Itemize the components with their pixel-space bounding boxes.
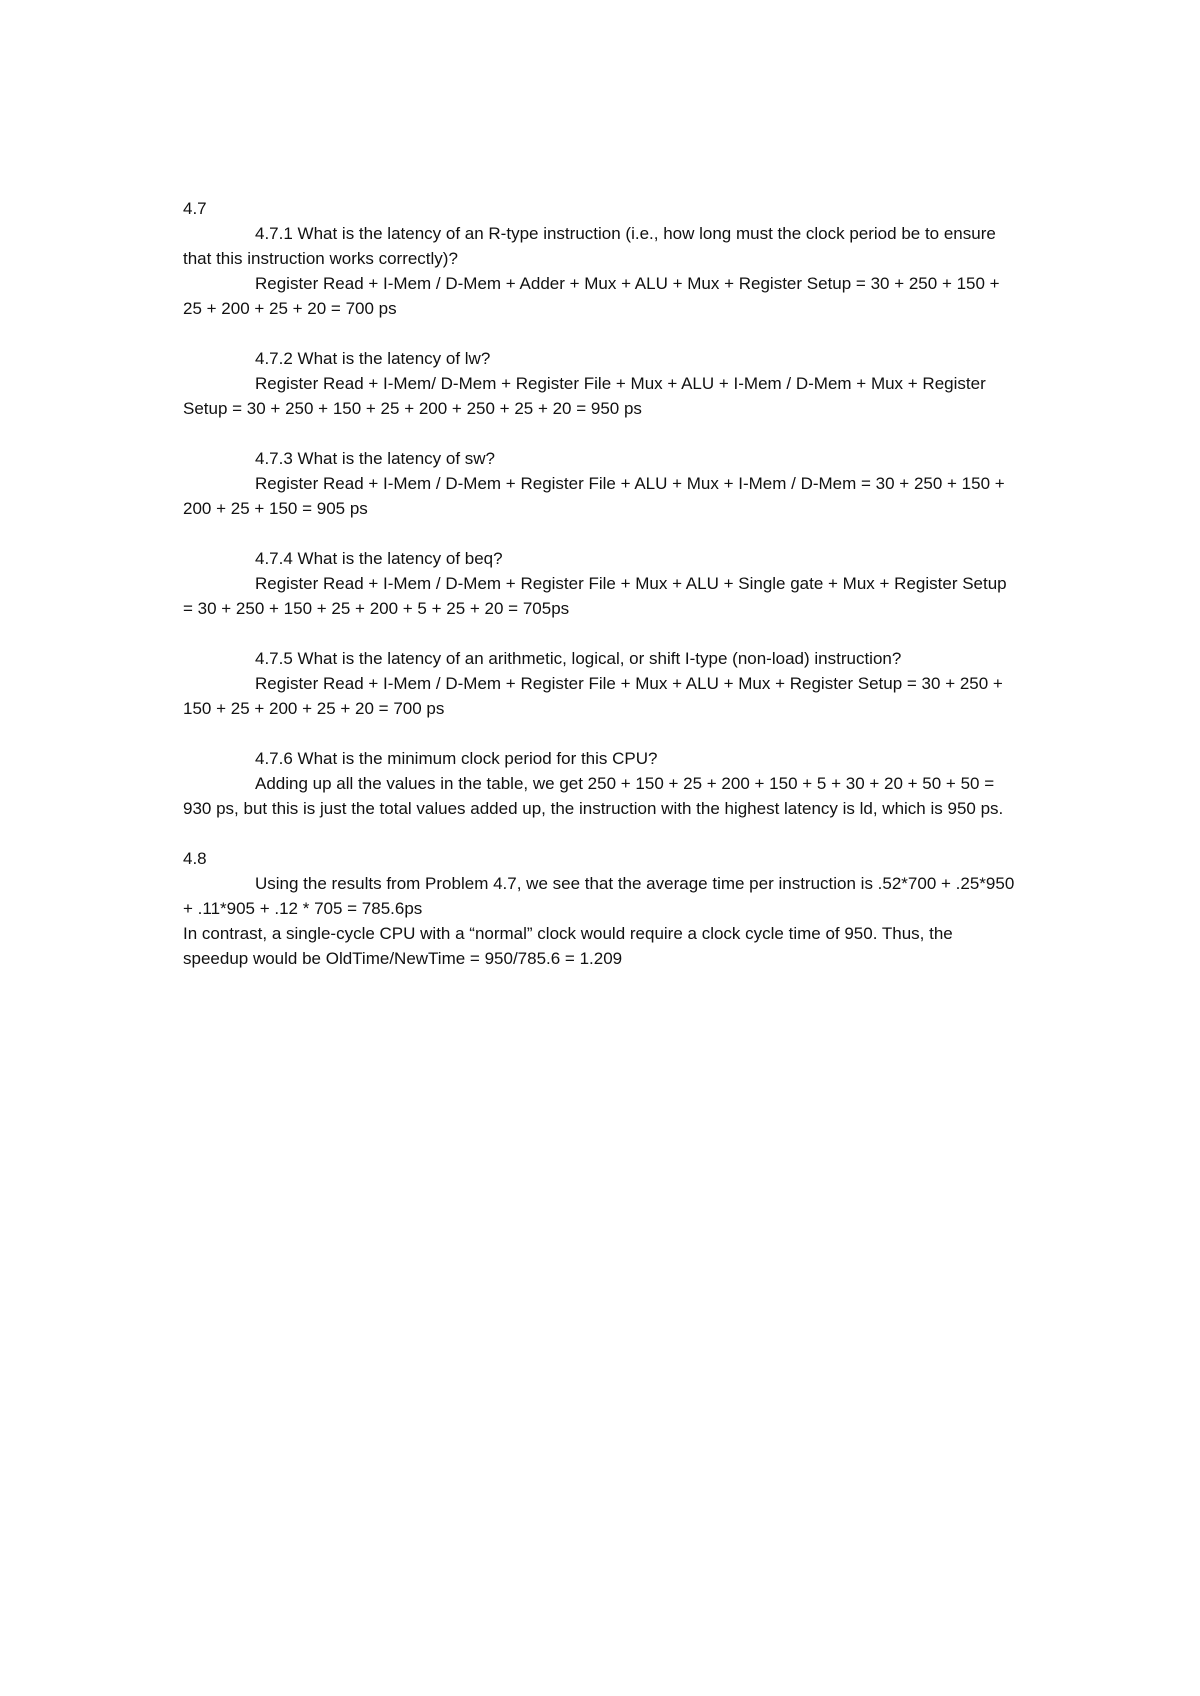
question-4-7-3: 4.7.3 What is the latency of sw?: [255, 449, 496, 468]
question-4-7-5: 4.7.5 What is the latency of an arithmetic, logical, or shift I-type (non-load) instruction?: [255, 649, 902, 668]
answer-4-8-paragraph-2: In contrast, a single-cycle CPU with a “normal” clock would require a clock cycle time of 950. Thus, the speedup would be OldTime/NewTime = 950/785.6 = 1.209: [183, 924, 953, 968]
question-4-7-6: 4.7.6 What is the minimum clock period for this CPU?: [255, 749, 658, 768]
answer-4-7-4: Register Read + I-Mem / D-Mem + Register File + Mux + ALU + Single gate + Mux + Register Setup = 30 + 250 + 150 + 25 + 200 + 5 + 25 + 20 = 705ps: [183, 574, 1007, 618]
question-4-7-2: 4.7.2 What is the latency of lw?: [255, 349, 491, 368]
question-4-7-1: 4.7.1 What is the latency of an R-type instruction (i.e., how long must the clock period be to ensure that this instruction works correctly)?: [183, 224, 996, 268]
spacer: [183, 621, 1021, 646]
answer-4-7-6: Adding up all the values in the table, we get 250 + 150 + 25 + 200 + 150 + 5 + 30 + 20 + 50 + 50 = 930 ps, but this is just the total values added up, the instruction with the highest latency is ld, which is 950 ps.: [183, 774, 1004, 818]
spacer: [183, 521, 1021, 546]
spacer: [183, 321, 1021, 346]
answer-4-7-1: Register Read + I-Mem / D-Mem + Adder + Mux + ALU + Mux + Register Setup = 30 + 250 + 150 + 25 + 200 + 25 + 20 = 700 ps: [183, 274, 1000, 318]
spacer: [183, 721, 1021, 746]
answer-4-7-2: Register Read + I-Mem/ D-Mem + Register File + Mux + ALU + I-Mem / D-Mem + Mux + Register Setup = 30 + 250 + 150 + 25 + 200 + 250 + 25 + 20 = 950 ps: [183, 374, 986, 418]
spacer: [183, 821, 1021, 846]
question-4-7-4: 4.7.4 What is the latency of beq?: [255, 549, 503, 568]
document-body: [183, 196, 1021, 971]
spacer: [183, 421, 1021, 446]
section-heading-4-7: 4.7: [183, 199, 207, 218]
answer-4-7-5: Register Read + I-Mem / D-Mem + Register File + Mux + ALU + Mux + Register Setup = 30 + 250 + 150 + 25 + 200 + 25 + 20 = 700 ps: [183, 674, 1003, 718]
section-heading-4-8: 4.8: [183, 849, 207, 868]
answer-4-7-3: Register Read + I-Mem / D-Mem + Register File + ALU + Mux + I-Mem / D-Mem = 30 + 250 + 150 + 200 + 25 + 150 = 905 ps: [183, 474, 1005, 518]
answer-4-8-paragraph-1: Using the results from Problem 4.7, we see that the average time per instruction is .52*700 + .25*950 + .11*905 + .12 * 705 = 785.6ps: [183, 874, 1015, 918]
